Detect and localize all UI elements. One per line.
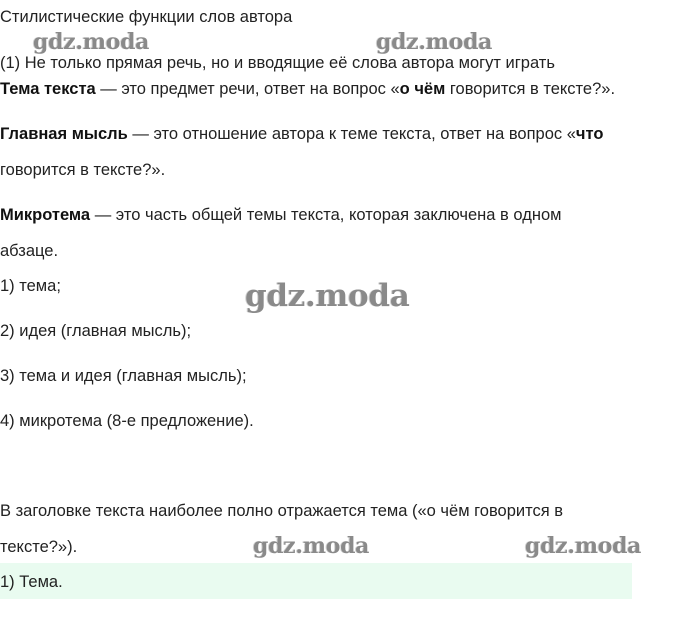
page-title: Стилистические функции слов автора	[0, 8, 293, 26]
definition-term: Тема текста	[0, 80, 96, 98]
definition-main-idea-cont: говорится в тексте?».	[0, 161, 166, 179]
watermark: gdz.moda	[376, 29, 493, 55]
definition-term: Главная мысль	[0, 125, 128, 143]
definition-main-idea	[0, 125, 603, 144]
definition-term: Микротема	[0, 206, 91, 224]
explanation-line-2: тексте?»).	[0, 538, 78, 556]
answer-box	[0, 563, 632, 599]
definition-text: — это отношение автора к теме текста, ответ на вопрос «	[127, 125, 576, 143]
definition-microtheme-cont: абзаце.	[0, 242, 59, 260]
watermark: gdz.moda	[253, 533, 370, 559]
option-4: 4) микротема (8-е предложение).	[0, 412, 254, 430]
source-note: (1) Не только прямая речь, но и вводящие её слова автора могут играть	[0, 54, 555, 72]
definition-theme	[0, 80, 615, 99]
answer-text: 1) Тема.	[0, 573, 63, 591]
explanation-line-1: В заголовке текста наиболее полно отражается тема («о чём говорится в	[0, 502, 564, 520]
definition-highlight: о чём	[399, 80, 446, 98]
option-2: 2) идея (главная мысль);	[0, 322, 192, 340]
option-3: 3) тема и идея (главная мысль);	[0, 367, 247, 385]
watermark: gdz.moda	[245, 278, 410, 314]
definition-text: — это часть общей темы текста, которая заключена в одном	[90, 206, 562, 224]
definition-microtheme	[0, 206, 561, 225]
definition-highlight: что	[575, 125, 604, 143]
definition-text: — это предмет речи, ответ на вопрос «	[95, 80, 400, 98]
definition-text: говорится в тексте?».	[445, 80, 616, 98]
watermark: gdz.moda	[33, 29, 150, 55]
option-1: 1) тема;	[0, 277, 61, 295]
watermark: gdz.moda	[525, 533, 642, 559]
